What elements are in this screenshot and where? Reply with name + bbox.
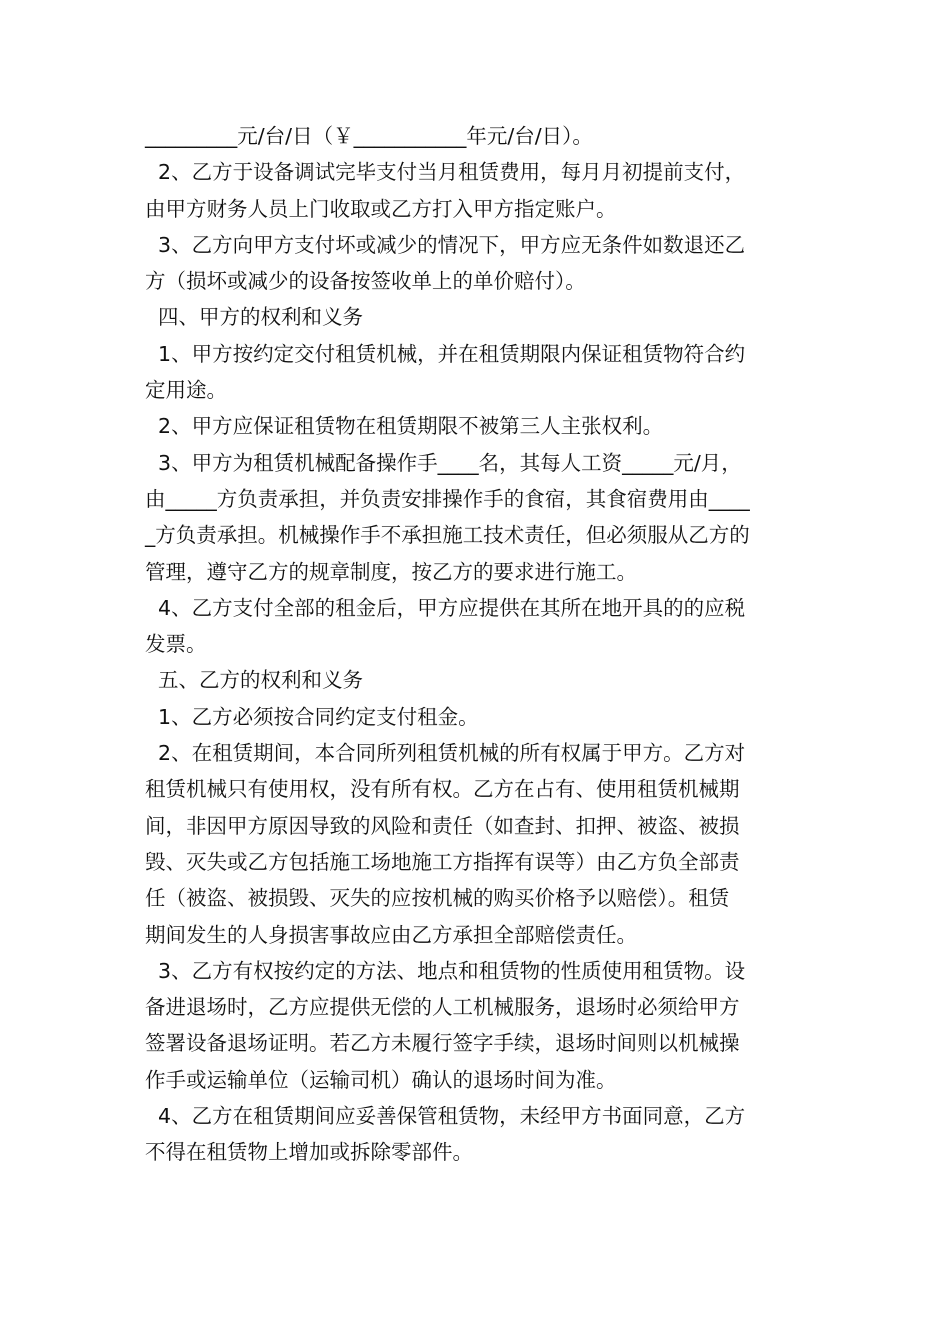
text-line: 2、甲方应保证租赁物在租赁期限不被第三人主张权利。 <box>145 414 664 439</box>
text-line: _方负责承担。机械操作手不承担施工技术责任，但必须服从乙方的 <box>145 523 750 548</box>
text-line: 不得在租赁物上增加或拆除零部件。 <box>145 1140 473 1165</box>
section-heading: 四、甲方的权利和义务 <box>145 305 364 330</box>
text-line: 1、甲方按约定交付租赁机械，并在租赁期限内保证租赁物符合约 <box>145 341 746 366</box>
text-line: 3、甲方为租赁机械配备操作手____名，其每人工资_____元/月， <box>145 450 742 475</box>
text-line: 4、乙方在租赁期间应妥善保管租赁物，未经甲方书面同意，乙方 <box>145 1104 746 1129</box>
text-line: 期间发生的人身损害事故应由乙方承担全部赔偿责任。 <box>145 922 637 947</box>
text-line: 方（损坏或减少的设备按签收单上的单价赔付）。 <box>145 269 586 294</box>
text-line: 管理，遵守乙方的规章制度，按乙方的要求进行施工。 <box>145 559 637 584</box>
text-line: 由_____方负责承担，并负责安排操作手的食宿，其食宿费用由____ <box>145 486 750 511</box>
text-line: 任（被盗、被损毁、灭失的应按机械的购买价格予以赔偿）。租赁 <box>145 886 730 911</box>
text-line: 毁、灭失或乙方包括施工场地施工方指挥有误等）由乙方负全部责 <box>145 849 740 874</box>
text-line: 2、乙方于设备调试完毕支付当月租赁费用，每月月初提前支付， <box>145 160 746 185</box>
section-heading: 五、乙方的权利和义务 <box>145 668 364 693</box>
text-line: 定用途。 <box>145 378 227 403</box>
text-line: 间，非因甲方原因导致的风险和责任（如查封、扣押、被盗、被损 <box>145 813 740 838</box>
text-line: 3、乙方有权按约定的方法、地点和租赁物的性质使用租赁物。设 <box>145 958 746 983</box>
text-line: 4、乙方支付全部的租金后，甲方应提供在其所在地开具的的应税 <box>145 595 746 620</box>
text-line: 签署设备退场证明。若乙方未履行签字手续，退场时间则以机械操 <box>145 1031 740 1056</box>
text-line: 租赁机械只有使用权，没有所有权。乙方在占有、使用租赁机械期 <box>145 777 740 802</box>
text-line: _________元/台/日（￥___________年元/台/日）。 <box>145 124 593 148</box>
text-line: 1、乙方必须按合同约定支付租金。 <box>145 704 479 729</box>
text-line: 发票。 <box>145 632 207 657</box>
text-line: 2、在租赁期间，本合同所列租赁机械的所有权属于甲方。乙方对 <box>145 741 746 766</box>
text-line: 由甲方财务人员上门收取或乙方打入甲方指定账户。 <box>145 196 617 221</box>
contract-text <box>145 118 810 1171</box>
text-line: 3、乙方向甲方支付坏或减少的情况下，甲方应无条件如数退还乙 <box>145 232 746 257</box>
text-line: 作手或运输单位（运输司机）确认的退场时间为准。 <box>145 1067 617 1092</box>
text-line: 备进退场时，乙方应提供无偿的人工机械服务，退场时必须给甲方 <box>145 995 740 1020</box>
